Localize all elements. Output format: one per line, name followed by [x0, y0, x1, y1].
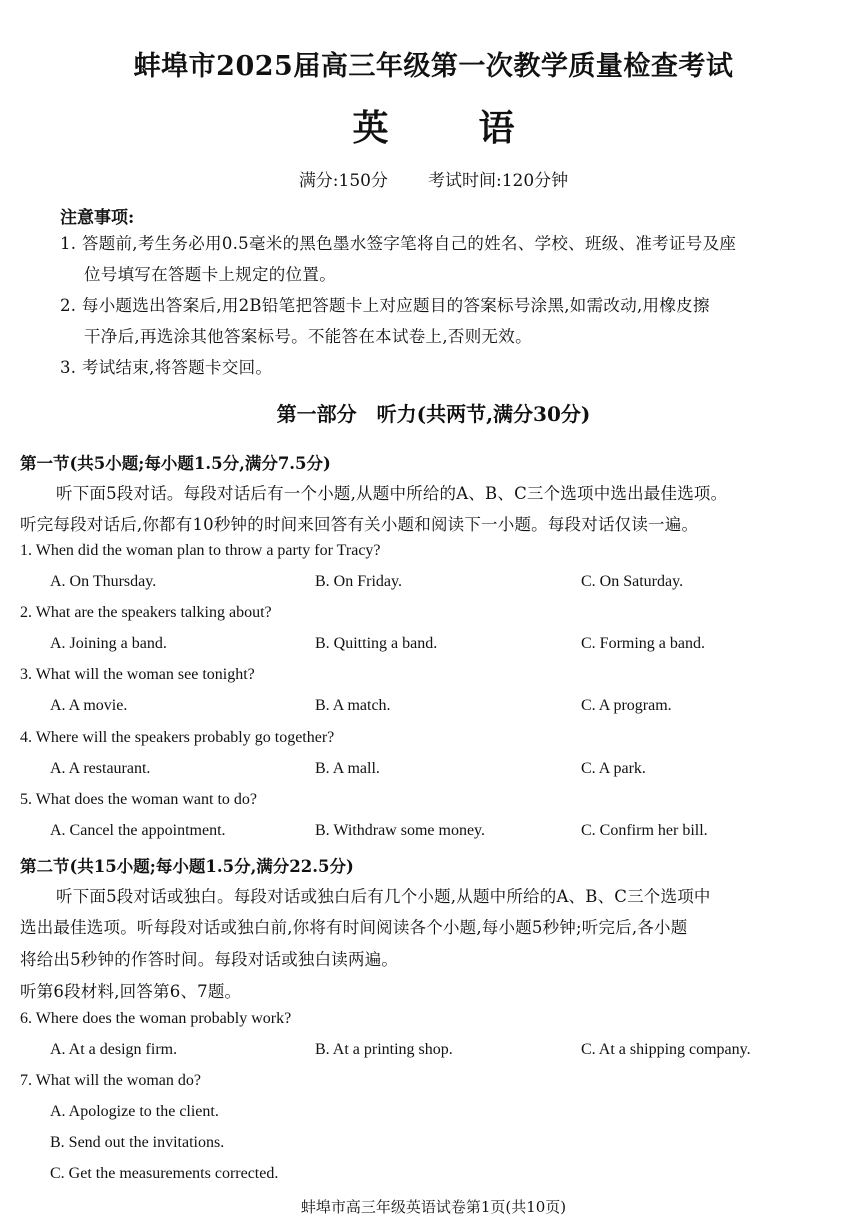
section2-instruction: 听下面5段对话或独白。每段对话或独白后有几个小题,从题中所给的A、B、C三个选项中 [56, 887, 711, 906]
notes-heading: 注意事项: [60, 208, 135, 228]
exam-meta [0, 166, 867, 191]
q4-option-a: A. A restaurant. [50, 760, 151, 777]
exam-time: 考试时间:120分钟 [428, 171, 569, 191]
question-3: 3. What will the woman see tonight? [20, 666, 255, 683]
section1-instruction: 听下面5段对话。每段对话后有一个小题,从题中所给的A、B、C三个选项中选出最佳选项。 [56, 484, 728, 503]
q5-option-a: A. Cancel the appointment. [50, 822, 226, 839]
q3-option-c: C. A program. [581, 697, 672, 714]
question-4: 4. Where will the speakers probably go together? [20, 729, 335, 746]
section2-instruction: 选出最佳选项。听每段对话或独白前,你将有时间阅读各个小题,每小题5秒钟;听完后,各小题 [20, 918, 688, 937]
question-2: 2. What are the speakers talking about? [20, 604, 272, 621]
exam-title: 蚌埠市2025届高三年级第一次教学质量检查考试 [133, 51, 734, 82]
question-6: 6. Where does the woman probably work? [20, 1010, 292, 1027]
q2-option-a: A. Joining a band. [50, 635, 167, 652]
section1-title: 第一节(共5小题;每小题1.5分,满分7.5分) [20, 454, 331, 473]
q3-option-a: A. A movie. [50, 697, 128, 714]
note-line: 干净后,再选涂其他答案标号。不能答在本试卷上,否则无效。 [84, 327, 532, 346]
full-score: 满分:150分 [298, 171, 388, 191]
question-7: 7. What will the woman do? [20, 1072, 201, 1089]
part1-title: 第一部分 听力(共两节,满分30分) [276, 402, 591, 426]
q2-option-b: B. Quitting a band. [315, 635, 438, 652]
q6-option-c: C. At a shipping company. [581, 1041, 751, 1058]
q1-option-a: A. On Thursday. [50, 573, 157, 590]
note-line: 位号填写在答题卡上规定的位置。 [84, 265, 336, 284]
q5-option-b: B. Withdraw some money. [315, 822, 485, 839]
question-5: 5. What does the woman want to do? [20, 791, 257, 808]
section2-title: 第二节(共15小题;每小题1.5分,满分22.5分) [20, 857, 354, 876]
q7-option-a: A. Apologize to the client. [50, 1103, 219, 1120]
page-footer: 蚌埠市高三年级英语试卷第1页(共10页) [300, 1198, 567, 1216]
subject-title [0, 100, 867, 151]
section1-instruction: 听完每段对话后,你都有10秒钟的时间来回答有关小题和阅读下一小题。每段对话仅读一遍。 [20, 515, 699, 534]
q7-option-c: C. Get the measurements corrected. [50, 1165, 279, 1182]
q6-option-b: B. At a printing shop. [315, 1041, 453, 1058]
q7-option-b: B. Send out the invitations. [50, 1134, 225, 1151]
q5-option-c: C. Confirm her bill. [581, 822, 708, 839]
note-line: 3. 考试结束,将答题卡交回。 [60, 358, 273, 377]
q4-option-c: C. A park. [581, 760, 646, 777]
q1-option-c: C. On Saturday. [581, 573, 684, 590]
subject-char-1: 英 [352, 107, 389, 149]
q3-option-b: B. A match. [315, 697, 391, 714]
question-1: 1. When did the woman plan to throw a party for Tracy? [20, 542, 381, 559]
q2-option-c: C. Forming a band. [581, 635, 705, 652]
q6-option-a: A. At a design firm. [50, 1041, 178, 1058]
note-line: 2. 每小题选出答案后,用2B铅笔把答题卡上对应题目的答案标号涂黑,如需改动,用橡皮擦 [60, 296, 710, 315]
material-6-label: 听第6段材料,回答第6、7题。 [20, 982, 242, 1001]
subject-char-2: 语 [478, 107, 515, 149]
note-line: 1. 答题前,考生务必用0.5毫米的黑色墨水签字笔将自己的姓名、学校、班级、准考证号及座 [60, 234, 737, 253]
q1-option-b: B. On Friday. [315, 573, 402, 590]
q4-option-b: B. A mall. [315, 760, 380, 777]
section2-instruction: 将给出5秒钟的作答时间。每段对话或独白读两遍。 [20, 950, 399, 969]
